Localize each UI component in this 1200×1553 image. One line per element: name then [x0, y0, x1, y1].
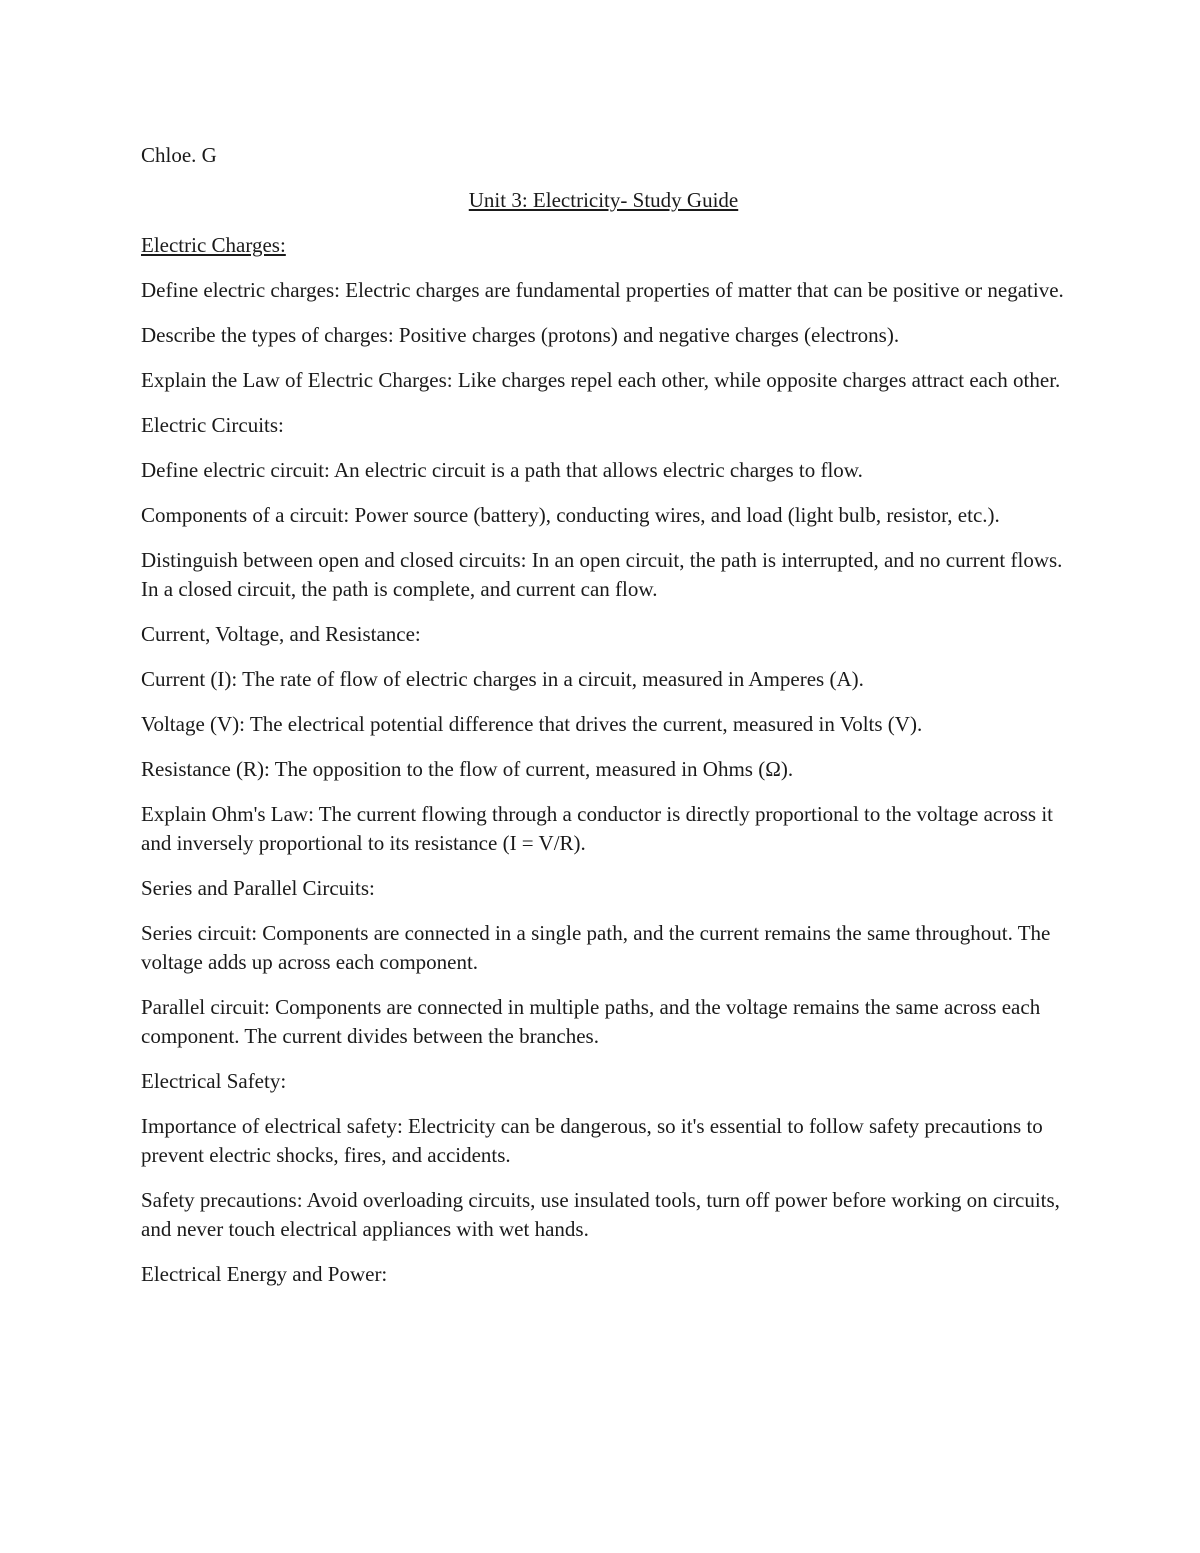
document-title: Unit 3: Electricity- Study Guide [468, 188, 739, 212]
paragraph: Importance of electrical safety: Electricity can be dangerous, so it's essential to follow safety precautions to prevent electric shocks, fires, and accidents. [141, 1114, 1043, 1167]
paragraph: Series circuit: Components are connected in a single path, and the current remains the same throughout. The voltage adds up across each component. [141, 921, 1051, 974]
paragraph: Voltage (V): The electrical potential difference that drives the current, measured in Volts (V). [141, 712, 923, 736]
paragraph: Define electric circuit: An electric circuit is a path that allows electric charges to flow. [141, 458, 863, 482]
paragraph: Describe the types of charges: Positive charges (protons) and negative charges (electrons). [141, 323, 900, 347]
paragraph: Define electric charges: Electric charges are fundamental properties of matter that can be positive or negative. [141, 278, 1064, 302]
section-heading-electric-circuits: Electric Circuits: [141, 413, 284, 437]
paragraph: Parallel circuit: Components are connected in multiple paths, and the voltage remains the same across each component. The current divides between the branches. [141, 995, 1041, 1048]
paragraph-list [141, 231, 1066, 1289]
document-body [141, 141, 1066, 1289]
paragraph: Current (I): The rate of flow of electric charges in a circuit, measured in Amperes (A). [141, 667, 864, 691]
section-heading-energy-power: Electrical Energy and Power: [141, 1262, 388, 1286]
paragraph: Components of a circuit: Power source (battery), conducting wires, and load (light bulb, resistor, etc.). [141, 503, 1000, 527]
paragraph: Safety precautions: Avoid overloading circuits, use insulated tools, turn off power before working on circuits, and never touch electrical appliances with wet hands. [141, 1188, 1060, 1241]
paragraph: Distinguish between open and closed circuits: In an open circuit, the path is interrupted, and no current flows. In a closed circuit, the path is complete, and current can flow. [141, 548, 1063, 601]
section-heading-current-voltage-resistance: Current, Voltage, and Resistance: [141, 622, 421, 646]
author-name: Chloe. G [141, 143, 217, 167]
section-heading-electric-charges: Electric Charges: [141, 233, 286, 257]
section-heading-electrical-safety: Electrical Safety: [141, 1069, 287, 1093]
section-heading-series-parallel: Series and Parallel Circuits: [141, 876, 375, 900]
paragraph: Explain the Law of Electric Charges: Like charges repel each other, while opposite charges attract each other. [141, 368, 1061, 392]
paragraph: Explain Ohm's Law: The current flowing through a conductor is directly proportional to the voltage across it and inversely proportional to its resistance (I = V/R). [141, 802, 1054, 855]
paragraph: Resistance (R): The opposition to the flow of current, measured in Ohms (Ω). [141, 757, 794, 781]
